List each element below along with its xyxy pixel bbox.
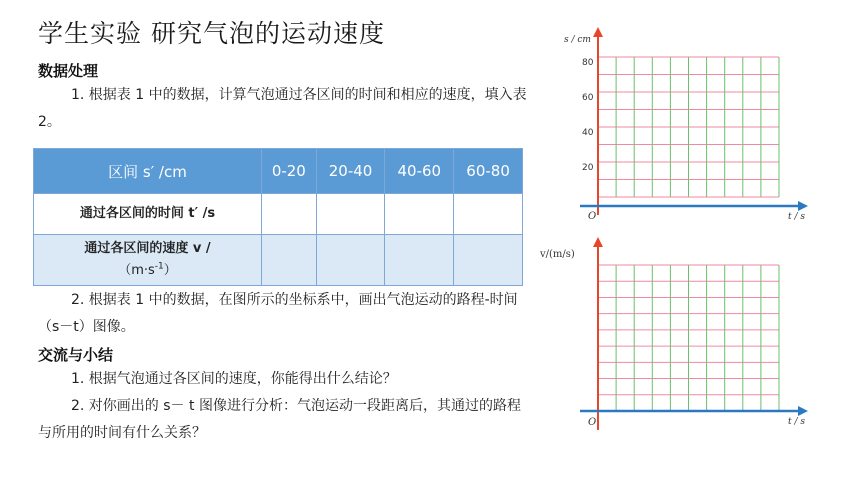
- st-origin: O: [588, 211, 597, 222]
- row-label-speed-unit: $(m\cdot s^{-1})$: [118, 261, 177, 279]
- section-heading-summary: 交流与小结: [38, 346, 114, 364]
- header-0-20: 0-20: [262, 149, 317, 194]
- row-label-time: 通过各区间的时间 t′ /s: [34, 194, 262, 235]
- vt-graph[interactable]: [540, 235, 830, 435]
- instruction-1: 1. 根据表 1 中的数据，计算气泡通过各区间的时间和相应的速度，填入表 2。: [38, 87, 527, 130]
- vt-x-label: t / s: [788, 417, 805, 427]
- table-row-speed: [34, 235, 523, 286]
- st-tick-60: 60: [582, 93, 594, 103]
- st-graph[interactable]: [540, 25, 830, 230]
- cell-speed-60-80[interactable]: [454, 235, 523, 286]
- page-title: 学生实验 研究气泡的运动速度: [38, 19, 385, 48]
- header-40-60: 40-60: [385, 149, 454, 194]
- section-heading-data-processing: 数据处理: [38, 62, 99, 80]
- cell-time-60-80[interactable]: [454, 194, 523, 235]
- st-x-label: t / s: [788, 212, 805, 222]
- st-grid: [598, 57, 779, 197]
- table-header-row: [34, 149, 523, 194]
- cell-time-40-60[interactable]: [385, 194, 454, 235]
- st-y-label: s / cm: [564, 35, 591, 45]
- st-tick-20: 20: [582, 163, 594, 173]
- instruction-2: 2. 根据表 1 中的数据，在图所示的坐标系中，画出气泡运动的路程-时间（s－t）图像。: [38, 292, 518, 335]
- header-20-40: 20-40: [316, 149, 385, 194]
- cell-speed-40-60[interactable]: [385, 235, 454, 286]
- data-table: [33, 148, 523, 286]
- st-x-arrow: [798, 201, 808, 211]
- cell-time-20-40[interactable]: [316, 194, 385, 235]
- cell-speed-0-20[interactable]: [262, 235, 317, 286]
- st-y-arrow: [593, 27, 603, 37]
- table-row-time: [34, 194, 523, 235]
- cell-speed-20-40[interactable]: [316, 235, 385, 286]
- vt-y-label: v/(m/s): [540, 249, 575, 260]
- row-label-speed: [34, 235, 262, 286]
- vt-y-arrow: [593, 237, 603, 247]
- question-2: 2. 对你画出的 s－ t 图像进行分析：气泡运动一段距离后，其通过的路程与所用的时间有什么关系？: [38, 398, 521, 441]
- st-tick-40: 40: [582, 128, 594, 138]
- question-1: 1. 根据气泡通过各区间的速度，你能得出什么结论？: [71, 371, 397, 387]
- row-label-speed-line1: 通过各区间的速度 v /: [84, 240, 211, 256]
- cell-time-0-20[interactable]: [262, 194, 317, 235]
- header-60-80: 60-80: [454, 149, 523, 194]
- st-tick-80: 80: [582, 58, 594, 68]
- vt-x-arrow: [798, 406, 808, 416]
- vt-grid: [598, 265, 779, 411]
- vt-origin: O: [588, 417, 597, 428]
- header-interval: 区间 s′ /cm: [34, 149, 262, 194]
